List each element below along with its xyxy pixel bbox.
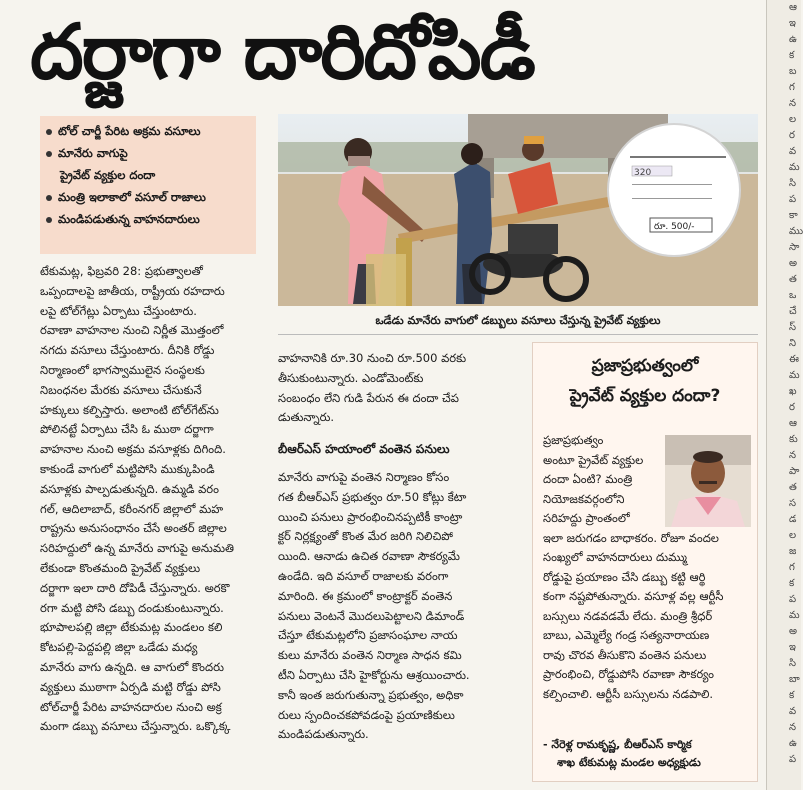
highlights-box xyxy=(40,116,256,254)
article-line: లపై టోల్‌గేట్లు ఏర్పాటు చేస్తుంటారు. xyxy=(40,303,197,318)
photo-caption: ఒడేడు మానేరు వాగులో డబ్బులు వసూలు చేస్తున్న ప్రైవేట్ వ్యక్తులు xyxy=(278,308,758,335)
adjacent-text-fragment: ఉ xyxy=(789,738,797,749)
article-line: మంగా డబ్బు వసూలు చేస్తున్నారు. ఒక్కొక్క xyxy=(40,719,231,734)
article-line: సంబంధం లేని గుడి పేరున ఈ దందా చేప xyxy=(278,390,459,405)
adjacent-text-fragment: ఇ xyxy=(789,18,796,29)
article-line: యింది. ఆనాడు ఉచిత రవాణా సౌకర్యమే xyxy=(278,549,460,564)
receipt-number: 320 xyxy=(634,168,652,178)
article-line: డుతున్నారు. xyxy=(278,410,335,425)
article-line: మానేరు వాగు ఉన్నది. ఆ వాగులో కొందరు xyxy=(40,659,224,674)
article-line: మారింది. ఈ క్రమంలో కాంట్రాక్టర్ వంతెన xyxy=(278,588,453,603)
adjacent-article-strip xyxy=(766,0,801,790)
adjacent-text-fragment: గ xyxy=(789,562,795,573)
headline: దర్జాగా దారిదోపిడీ xyxy=(30,7,534,96)
article-line: రవాణా వాహనాల నుంచి నిర్ణీత మొత్తంలో xyxy=(40,323,224,338)
box-line: రోడ్డుపై ప్రయాణం చేసి డబ్బు కట్టి ఆర్థి xyxy=(543,569,706,584)
adjacent-text-fragment: డ xyxy=(789,514,797,525)
adjacent-text-fragment: స xyxy=(789,498,797,509)
adjacent-text-fragment: న xyxy=(789,722,797,733)
adjacent-text-fragment: సా xyxy=(789,242,800,253)
article-line: టీని ఏర్పాటు చేసి హైకోర్టును ఆశ్రయించారు. xyxy=(278,667,470,682)
adjacent-text-fragment: ర xyxy=(789,402,795,413)
bullet-icon xyxy=(46,195,52,201)
adjacent-text-fragment: క xyxy=(789,690,795,701)
box-line: కల్పించాలి. ఆర్టీసీ బస్సులను నడపాలి. xyxy=(543,686,714,701)
article-line: పోలినట్టే ఏర్పాటు చేసి ఓ ముఠా దర్జాగా xyxy=(40,422,214,437)
section-subhead: బీఆర్ఎస్ హయాంలో వంతెన పనులు xyxy=(278,442,450,457)
article-line: రగా మట్టి పోసి డబ్బు దండుకుంటున్నారు. xyxy=(40,600,224,615)
article-line: ఒప్పందాలపై జాతీయ, రాష్ట్రీయ రహదారు xyxy=(40,283,225,298)
adjacent-text-fragment: సి xyxy=(789,658,797,669)
box-line: ప్రజాప్రభుత్వం xyxy=(543,433,604,447)
article-line: నగదు వసూలు చేస్తుంటారు. దీనికి రోడ్డు xyxy=(40,343,215,358)
box-line: ప్రారంభించి, రోడ్డుపోసి రవాణా సౌకర్యం xyxy=(543,667,714,681)
article-line: రులు స్పందించకపోవడంపై ప్రయాణికులు xyxy=(278,707,455,722)
highlight-item: టోల్ చార్జీ పేరిట అక్రమ వసూలు xyxy=(46,120,250,142)
article-line: గత బీఆర్ఎస్ ప్రభుత్వం రూ.50 కోట్లు కేటా xyxy=(278,489,467,504)
receipt-amount: రూ. 500/- xyxy=(654,222,695,232)
adjacent-text-fragment: ల xyxy=(789,114,797,125)
box-line: బాబు, ఎమ్మెల్యే గండ్ర సత్యనారాయణ xyxy=(543,628,710,642)
adjacent-text-fragment: ఖ xyxy=(789,386,797,397)
adjacent-text-fragment: క xyxy=(789,50,795,61)
adjacent-text-fragment: గ xyxy=(789,82,795,93)
adjacent-text-fragment: ప xyxy=(789,594,797,605)
adjacent-text-fragment: మ xyxy=(789,610,800,621)
adjacent-text-fragment: బ xyxy=(789,66,797,77)
box-line: సరిహద్దు ప్రాంతంలో xyxy=(543,511,630,525)
box-line: నియోజకవర్గంలోని xyxy=(543,491,625,506)
adjacent-text-fragment: జ xyxy=(789,546,797,557)
article-line: భూపాలపల్లి జిల్లా టేకుమట్ల మండలం కలి xyxy=(40,620,223,635)
article-line: లేకుండా కొంతమంది ప్రైవేట్ వ్యక్తులు xyxy=(40,560,201,575)
article-line: వ్యక్తులు ముఠాగా ఏర్పడి మట్టి రోడ్డు పోసి xyxy=(40,679,221,694)
box-title: ప్రజాప్రభుత్వంలో xyxy=(591,356,699,376)
adjacent-text-fragment: ఈ xyxy=(789,354,799,365)
adjacent-text-fragment: క xyxy=(789,578,795,589)
article-line: కాకుండే వాగులో మట్టిపోసి ముక్కుపిండి xyxy=(40,461,215,476)
box-signature: - నేరెళ్ల రామకృష్ణ, బీఆర్ఎస్ కార్మిక శాఖ టేకుమట్ల మండల అధ్యక్షుడు xyxy=(543,738,701,769)
adjacent-text-fragment: మ xyxy=(789,370,800,381)
adjacent-text-fragment: త xyxy=(789,274,797,285)
article-line: గల్, ఆదిలాబాద్, కరీంనగర్ జిల్లాలో మహ xyxy=(40,501,224,516)
article-line: సరిహద్దులో ఉన్న మానేరు వాగుపై అనుమతి xyxy=(40,541,235,556)
article-line: రాష్ట్రను అనుసంధానం చేసే అంతర్ జిల్లాల xyxy=(40,521,227,536)
opinion-box xyxy=(532,342,758,782)
article-line: వాహనాల నుంచి అక్రమ వసూళ్లకు దిగింది. xyxy=(40,442,226,457)
bullet-icon xyxy=(46,151,52,157)
box-line: బస్సులు నడవడమే లేదు. మంత్రి శ్రీధర్ xyxy=(543,608,713,623)
article-line: వసూళ్లకు పాల్పడుతున్నది. ఉమ్మడి వరం xyxy=(40,481,219,496)
adjacent-text-fragment: వ xyxy=(789,146,797,157)
article-line: కోటపల్లి-పెద్దపల్లి జిల్లా ఒడేడు మధ్య xyxy=(40,640,198,655)
adjacent-text-fragment: చే xyxy=(789,306,797,317)
box-line: ఇలా జరుగడం బాధాకరం. రోజూ వందల xyxy=(543,530,719,545)
adjacent-text-fragment: ప xyxy=(789,754,797,765)
article-line: తీసుకుంటున్నారు. ఎండోమెంట్‌కు xyxy=(278,370,424,385)
highlight-item: మండిపడుతున్న వాహనదారులు xyxy=(46,208,250,230)
article-line: ఉండేది. ఇది వసూల్ రాజాలకు వరంగా xyxy=(278,568,449,583)
box-line: రావు చొరవ తీసుకొని వంతెన పనులు xyxy=(543,647,707,662)
article-line: యించి పనులు ప్రారంభించినప్పటికీ కాంట్రా xyxy=(278,509,463,524)
adjacent-text-fragment: బా xyxy=(789,674,800,685)
article-line: టేకుమట్ల, ఫిబ్రవరి 28: ప్రభుత్వాలతో xyxy=(40,264,203,278)
adjacent-text-fragment: ము xyxy=(789,226,803,237)
adjacent-text-fragment: కా xyxy=(789,210,798,221)
article-line: చేస్తూ టేకుమట్లలోని ప్రజాసంఘాల నాయ xyxy=(278,628,458,643)
adjacent-text-fragment: అ xyxy=(789,626,797,637)
article-line: హక్కులు కల్పిస్తారు. అలాంటి టోల్‌గేట్‌ను xyxy=(40,402,219,417)
news-photo xyxy=(278,114,758,306)
adjacent-text-fragment: ల xyxy=(789,530,797,541)
box-line: అంటూ ప్రైవేట్ వ్యక్తుల xyxy=(543,452,644,467)
adjacent-text-fragment: ఉ xyxy=(789,34,797,45)
article-line: కానీ ఇంత జరుగుతున్నా ప్రభుత్వం, అధికా xyxy=(278,687,464,702)
adjacent-text-fragment: పా xyxy=(789,466,800,477)
adjacent-text-fragment: సి xyxy=(789,178,797,189)
highlight-item: మంత్రి ఇలాకాలో వసూల్ రాజాలు xyxy=(46,186,250,208)
article-line: టోల్‌చార్జీ పేరిట వాహనదారుల నుంచి అక్ర xyxy=(40,699,222,714)
adjacent-text-fragment: ప xyxy=(789,194,797,205)
adjacent-text-fragment: ఇ xyxy=(789,642,796,653)
adjacent-text-fragment: ఆ xyxy=(789,418,797,429)
article-line: క్టర్ నిర్లక్ష్యంతో కొంత మేర జరిగి నిలిచిపో xyxy=(278,529,453,544)
adjacent-text-fragment: న xyxy=(789,98,797,109)
adjacent-text-fragment: త xyxy=(789,482,797,493)
adjacent-text-fragment: ఆ xyxy=(789,2,797,13)
article-line: కులు మానేరు వంతెన నిర్మాణ సాధన కమి xyxy=(278,648,462,663)
highlight-item: ప్రైవేట్ వ్యక్తుల దందా xyxy=(60,168,156,182)
box-title: ప్రైవేట్ వ్యక్తుల దందా? xyxy=(569,386,721,406)
article-column-2 xyxy=(278,349,518,745)
article-line: పనులు వెంటనే మొదలుపెట్టాలని డిమాండ్ xyxy=(278,608,465,623)
adjacent-text-fragment: న xyxy=(789,450,797,461)
article-line: వాహనానికి రూ.30 నుంచి రూ.500 వరకు xyxy=(278,351,467,365)
box-line: సంఖ్యలో వాహనదారులు దుమ్ము xyxy=(543,550,687,564)
adjacent-text-fragment: అ xyxy=(789,258,797,269)
article-line: మండిపడుతున్నారు. xyxy=(278,727,369,742)
highlight-item: మానేరు వాగుపై xyxy=(46,142,250,164)
adjacent-text-fragment: ని xyxy=(789,338,797,349)
adjacent-text-fragment: ఒ xyxy=(789,290,797,301)
adjacent-text-fragment: ర xyxy=(789,130,795,141)
bullet-icon xyxy=(46,217,52,223)
adjacent-text-fragment: స్ xyxy=(789,322,797,333)
adjacent-text-fragment: మ xyxy=(789,162,800,173)
bullet-icon xyxy=(46,129,52,135)
article-line: దర్జాగా ఇలా దారి దోపిడీ చేస్తున్నారు. అరకొ xyxy=(40,580,230,595)
article-line: నిర్మాణంలో భాగస్వాములైన సంస్థలకు xyxy=(40,362,205,377)
box-line: దందా ఏంటి? మంత్రి xyxy=(543,472,633,486)
box-body xyxy=(543,431,749,704)
article-line: నిబంధనల మేరకు వసూలు చేసుకునే xyxy=(40,382,202,397)
article-column-1 xyxy=(40,262,268,737)
adjacent-text-fragment: వ xyxy=(789,706,797,717)
article-line: మానేరు వాగుపై వంతెన నిర్మాణం కోసం xyxy=(278,469,450,484)
box-line: కంగా నష్టపోతున్నారు. వసూళ్ల వల్ల ఆర్టీసీ xyxy=(543,589,724,603)
adjacent-text-fragment: కు xyxy=(789,434,798,445)
